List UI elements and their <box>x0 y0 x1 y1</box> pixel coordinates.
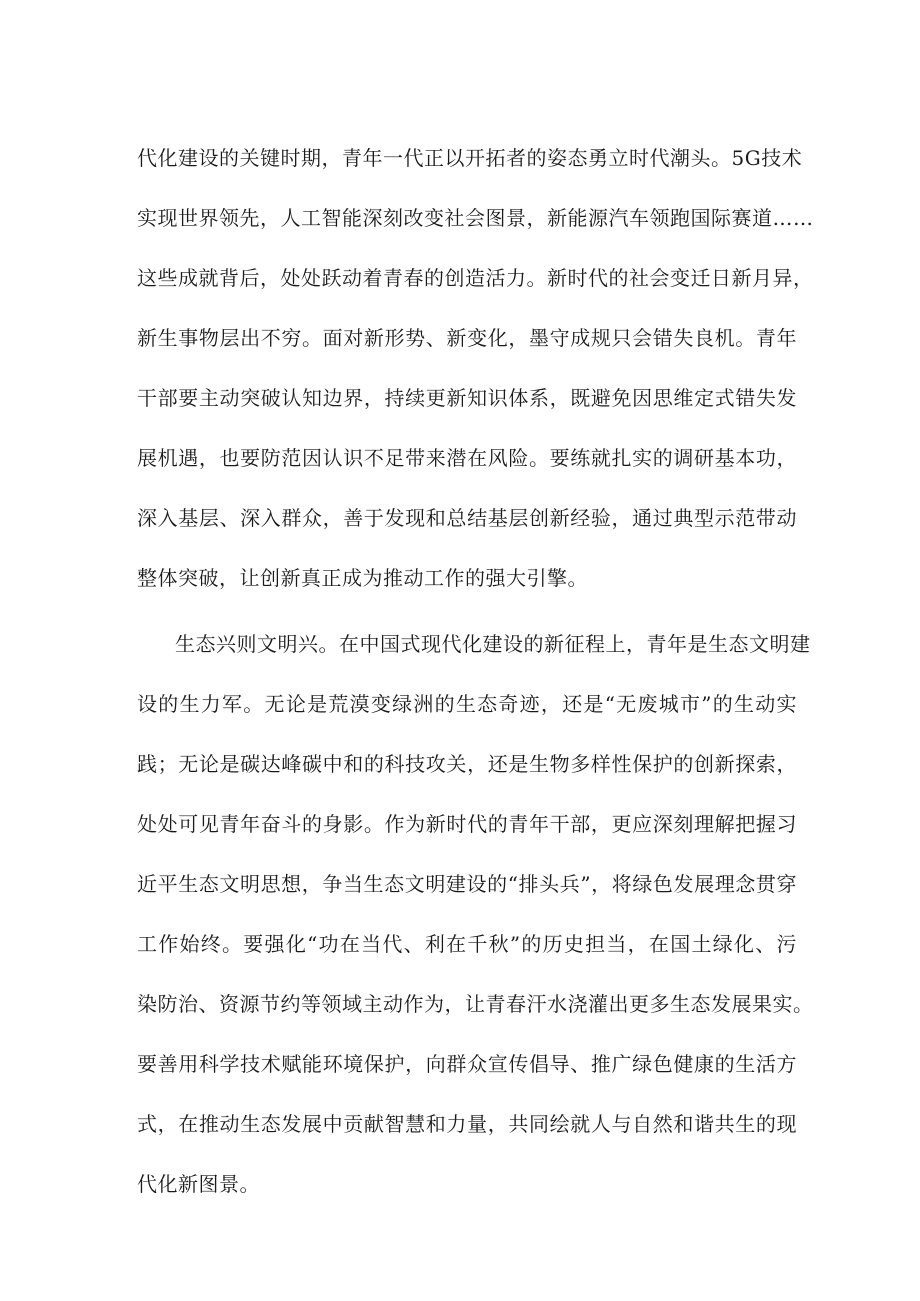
text-line: 干部要主动突破认知边界，持续更新知识体系，既避免因思维定式错失发 <box>137 386 797 410</box>
paragraph-ecology <box>137 614 814 1214</box>
text-line: 新生事物层出不穷。面对新形势、新变化，墨守成规只会错失良机。青年 <box>137 326 797 350</box>
text-line: 近平生态文明思想，争当生态文明建设的“排头兵”，将绿色发展理念贯穿 <box>137 872 797 896</box>
paragraph-innovation <box>137 128 814 608</box>
text-line: 染防治、资源节约等领域主动作为，让青春汗水浇灌出更多生态发展果实。 <box>137 992 814 1016</box>
text-line: 式，在推动生态发展中贡献智慧和力量，共同绘就人与自然和谐共生的现 <box>137 1112 797 1136</box>
text-line: 代化建设的关键时期，青年一代正以开拓者的姿态勇立时代潮头。5G技术 <box>137 146 803 170</box>
text-line: 深入基层、深入群众，善于发现和总结基层创新经验，通过典型示范带动 <box>137 506 797 530</box>
text-line: 实现世界领先，人工智能深刻改变社会图景，新能源汽车领跑国际赛道…… <box>137 206 814 230</box>
text-line: 整体突破，让创新真正成为推动工作的强大引擎。 <box>137 566 588 590</box>
text-line: 工作始终。要强化“功在当代、利在千秋”的历史担当，在国土绿化、污 <box>137 932 797 956</box>
text-line: 践；无论是碳达峰碳中和的科技攻关，还是生物多样性保护的创新探索， <box>137 752 797 776</box>
text-line: 处处可见青年奋斗的身影。作为新时代的青年干部，更应深刻理解把握习 <box>137 812 797 836</box>
text-line: 要善用科学技术赋能环境保护，向群众宣传倡导、推广绿色健康的生活方 <box>137 1052 797 1076</box>
text-line: 设的生力军。无论是荒漠变绿洲的生态奇迹，还是“无废城市”的生动实 <box>137 692 797 716</box>
text-line: 代化新图景。 <box>137 1172 260 1196</box>
text-line: 生态兴则文明兴。在中国式现代化建设的新征程上，青年是生态文明建 <box>175 632 811 656</box>
text-line: 这些成就背后，处处跃动着青春的创造活力。新时代的社会变迁日新月异， <box>137 266 814 290</box>
text-line: 展机遇，也要防范因认识不足带来潜在风险。要练就扎实的调研基本功， <box>137 446 797 470</box>
